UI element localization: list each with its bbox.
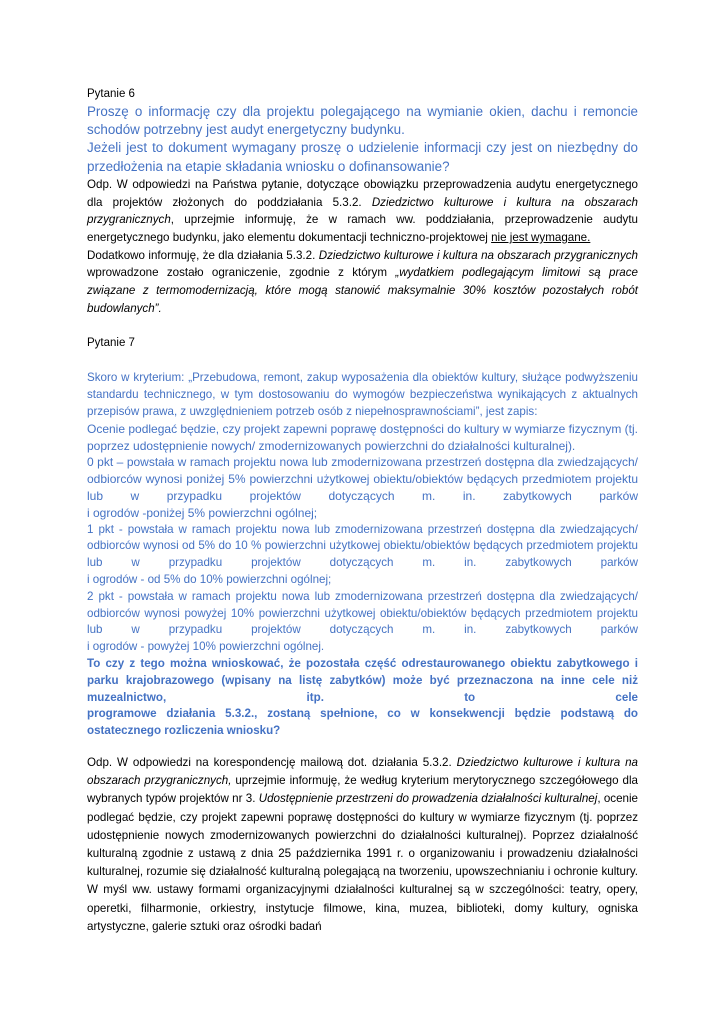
question-7-text-2: programowe działania 5.3.2., zostaną spełnione, co w konsekwencji będzie podstawą do ostatecznego rozliczenia wniosku? — [87, 707, 638, 738]
answer-6-p1-underline: nie jest wymagane. — [491, 230, 591, 244]
criterion-0-pkt-tail: i ogrodów -poniżej 5% powierzchni ogólnej; — [87, 505, 318, 520]
question-7-assessment: Ocenie podlegać będzie, czy projekt zapewni poprawę dostępności do kultury w wymiarze fizycznym (tj. poprzez udostępnienie nowych/ zmodernizowanych powierzchni do działalności kulturalnej). — [87, 421, 638, 453]
answer-6-p2-italic: Dziedzictwo kulturowe i kultura na obszarach przygranicznych — [318, 248, 638, 262]
question-7-intro: Skoro w kryterium: „Przebudowa, remont, zakup wyposażenia dla obiektów kultury, służące podwyższeniu standardu technicznego, w tym dostosowaniu do wymogów bezpieczeństwa wynikających z aktualnych przepisów prawa, z uwzględnieniem potrzeb osób z niepełnosprawnościami”, jest zapis: — [87, 371, 638, 419]
question-6-label: Pytanie 6 — [87, 88, 135, 100]
answer-6-paragraph-1 — [87, 176, 638, 247]
answer-7-text-a: Odp. W odpowiedzi na korespondencję mailową dot. działania 5.3.2. — [87, 755, 457, 769]
document-page — [87, 86, 638, 936]
answer-6-p1-text-b: , uprzejmie informuję, że w ramach ww. poddziałania, przeprowadzenie audytu energetycznego budynku, jako elementu dokumentacji techniczno-projektowej — [87, 213, 638, 244]
question-7-label: Pytanie 7 — [87, 337, 135, 350]
criterion-2-pkt: 2 pkt - powstała w ramach projektu nowa lub zmodernizowana przestrzeń dostępna dla zwiedzających/ odbiorców wynosi powyżej 10% powierzchni użytkowej obiektu/obiektów będących przedmiotem projektu lub w przypadku projektów dotyczących m. in. zabytkowych parków — [87, 589, 638, 637]
answer-6-p2-text-a: Dodatkowo informuję, że dla działania 5.3.2. — [87, 248, 319, 262]
question-7-text-1: To czy z tego można wnioskować, że pozostała część odrestaurowanego obiektu zabytkowego i parku krajobrazowego (wpisany na listę zabytków) może być przeznaczona na inne cele niż muzealnictwo, itp. to cele — [87, 656, 638, 704]
question-6-text-1: Proszę o informację czy dla projektu polegającego na wymianie okien, dachu i remoncie schodów potrzebny jest audyt energetyczny budynku. — [87, 104, 638, 138]
answer-7-text-c: , ocenie podlegać będzie, czy projekt zapewni poprawę dostępności do kultury w wymiarze fizycznym (tj. poprzez udostępnienie nowych zmodernizowanych powierzchni do działalności kulturalnej). Poprzez działalność kulturalną zgodnie z ustawą z dnia 25 października 1991 r. o organizowaniu i prowadzeniu działalności kulturalnej, rozumie się działalność kulturalną polegającą na tworzeniu, upowszechnianiu i ochronie kultury. W myśl ww. ustawy formami organizacyjnymi działalności kulturalnej są w szczególności: teatry, opery, operetki, filharmonie, orkiestry, instytucje filmowe, kina, muzea, biblioteki, domy kultury, ogniska artystyczne, galerie sztuki oraz ośrodki badań — [87, 792, 639, 933]
criterion-2-pkt-tail: i ogrodów - powyżej 10% powierzchni ogólnej. — [87, 640, 325, 654]
question-6-text-2: Jeżeli jest to dokument wymagany proszę o udzielenie informacji czy jest on niezbędny do przedłożenia na etapie składania wniosku o dofinansowanie? — [87, 140, 638, 174]
criterion-1-pkt-tail: i ogrodów - od 5% do 10% powierzchni ogólnej; — [87, 573, 332, 586]
answer-7-paragraph — [87, 754, 638, 936]
criterion-1-pkt: 1 pkt - powstała w ramach projektu nowa lub zmodernizowana przestrzeń dostępna dla zwiedzających/ odbiorców wynosi od 5% do 10 % powierzchni użytkowej obiektu/obiektów będących przedmiotem projektu lub w przypadku projektów dotyczących m. in. zabytkowych parków — [87, 522, 638, 570]
answer-7-italic-1: Dziedzictwo kulturowe i kultura na obszarach przygranicznych, — [87, 755, 638, 788]
answer-6-p1-italic: Dziedzictwo kulturowe i kultura na obszarach przygranicznych — [87, 195, 639, 227]
answer-6-p2-text-b: wprowadzone zostało ograniczenie, zgodnie z którym — [87, 266, 396, 280]
criterion-0-pkt: 0 pkt – powstała w ramach projektu nowa lub zmodernizowana przestrzeń dostępna dla zwiedzających/ odbiorców wynosi poniżej 5% powierzchni użytkowej obiektu/obiektów będących przedmiotem projektu lub w przypadku projektów dotyczących m. in. zabytkowych parków — [87, 455, 638, 504]
answer-6-p2-quote: „wydatkiem podlegającym limitowi są prace związane z termomodernizacją, które mogą stanowić maksymalnie 30% kosztów pozostałych robót budowlanych”. — [87, 266, 638, 315]
answer-6-p1-text-a: Odp. W odpowiedzi na Państwa pytanie, dotyczące obowiązku przeprowadzenia audytu energetycznego dla projektów złożonych do poddziałania 5.3.2. — [87, 177, 638, 209]
answer-6-paragraph-2 — [87, 247, 638, 318]
answer-7-italic-2: Udostępnienie przestrzeni do prowadzenia działalności kulturalnej — [258, 792, 598, 806]
answer-7-text-b: uprzejmie informuję, że według kryterium merytorycznego szczegółowego dla wybranych typów projektów nr 3. — [87, 774, 638, 806]
